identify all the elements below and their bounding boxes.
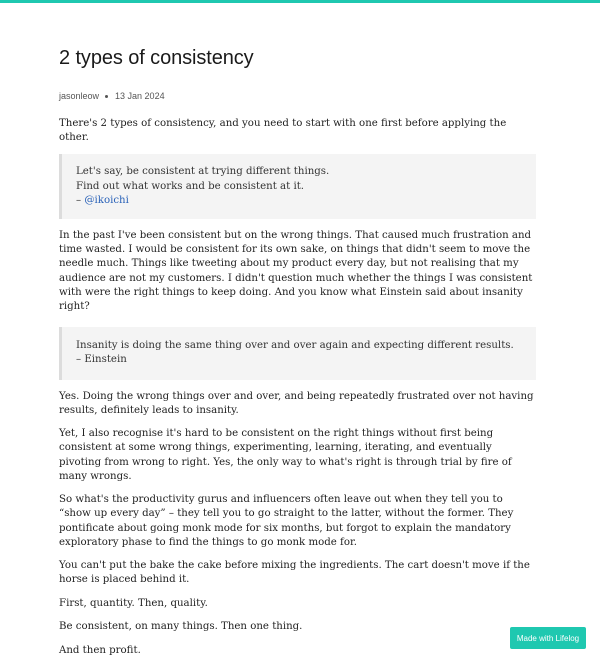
body-paragraph: And then profit. xyxy=(59,644,141,656)
attribution-link[interactable]: @ikoichi xyxy=(84,194,129,206)
post-date: 13 Jan 2024 xyxy=(115,91,165,101)
quote-line: Find out what works and be consistent at it. xyxy=(76,180,305,192)
body-paragraph: In the past I've been consistent but on the wrong things. That caused much frustration and time wasted. I would be consistent for its own sake, on things that didn't seem to move the needle much. Things like tweeting about my product every day, but not realising that my audience are not my customers. I didn't question much whether the things I was consistent with were the right things to keep doing. And you know what Einstein said about insanity right? xyxy=(59,230,533,313)
quote-ikoichi xyxy=(59,154,536,219)
body-paragraph: You can't put the bake the cake before mixing the ingredients. The cart doesn't move if the horse is placed behind it. xyxy=(59,560,530,586)
intro-paragraph: There's 2 types of consistency, and you need to start with one first before applying the other. xyxy=(59,118,507,144)
quote-einstein: Insanity is doing the same thing over and over again and expecting different results. – Einstein xyxy=(59,327,536,379)
author-name[interactable]: jasonleow xyxy=(59,91,100,101)
post-article xyxy=(59,44,536,658)
body-paragraph: First, quantity. Then, quality. xyxy=(59,597,208,609)
attribution-prefix: – xyxy=(76,194,85,206)
body-paragraph: So what's the productivity gurus and influencers often leave out when they tell you to “show up every day” – they tell you to go straight to the latter, without the former. They pontificate about going monk mode for six months, but forgot to explain the mandatory exploratory phase to find the things to go monk mode for. xyxy=(59,494,514,548)
body-paragraph: Yet, I also recognise it's hard to be consistent on the right things without first being consistent at some wrong things, experimenting, learning, iterating, and eventually pivoting from wrong to right. Yes, the only way to what's right is through trial by fire of many wrongs. xyxy=(59,428,512,482)
post-meta xyxy=(59,90,536,102)
quote-line: Let's say, be consistent at trying different things. xyxy=(76,166,330,178)
body-paragraph: Be consistent, on many things. Then one thing. xyxy=(59,621,303,633)
meta-separator-dot xyxy=(105,95,108,98)
post-title: 2 types of consistency xyxy=(59,47,254,69)
body-paragraph: Yes. Doing the wrong things over and over, and being repeatedly frustrated over not having results, definitely leads to insanity. xyxy=(59,390,534,416)
made-with-lifelog-button[interactable]: Made with Lifelog xyxy=(510,627,586,649)
quote-attribution xyxy=(76,194,522,208)
top-accent-bar xyxy=(0,0,600,3)
